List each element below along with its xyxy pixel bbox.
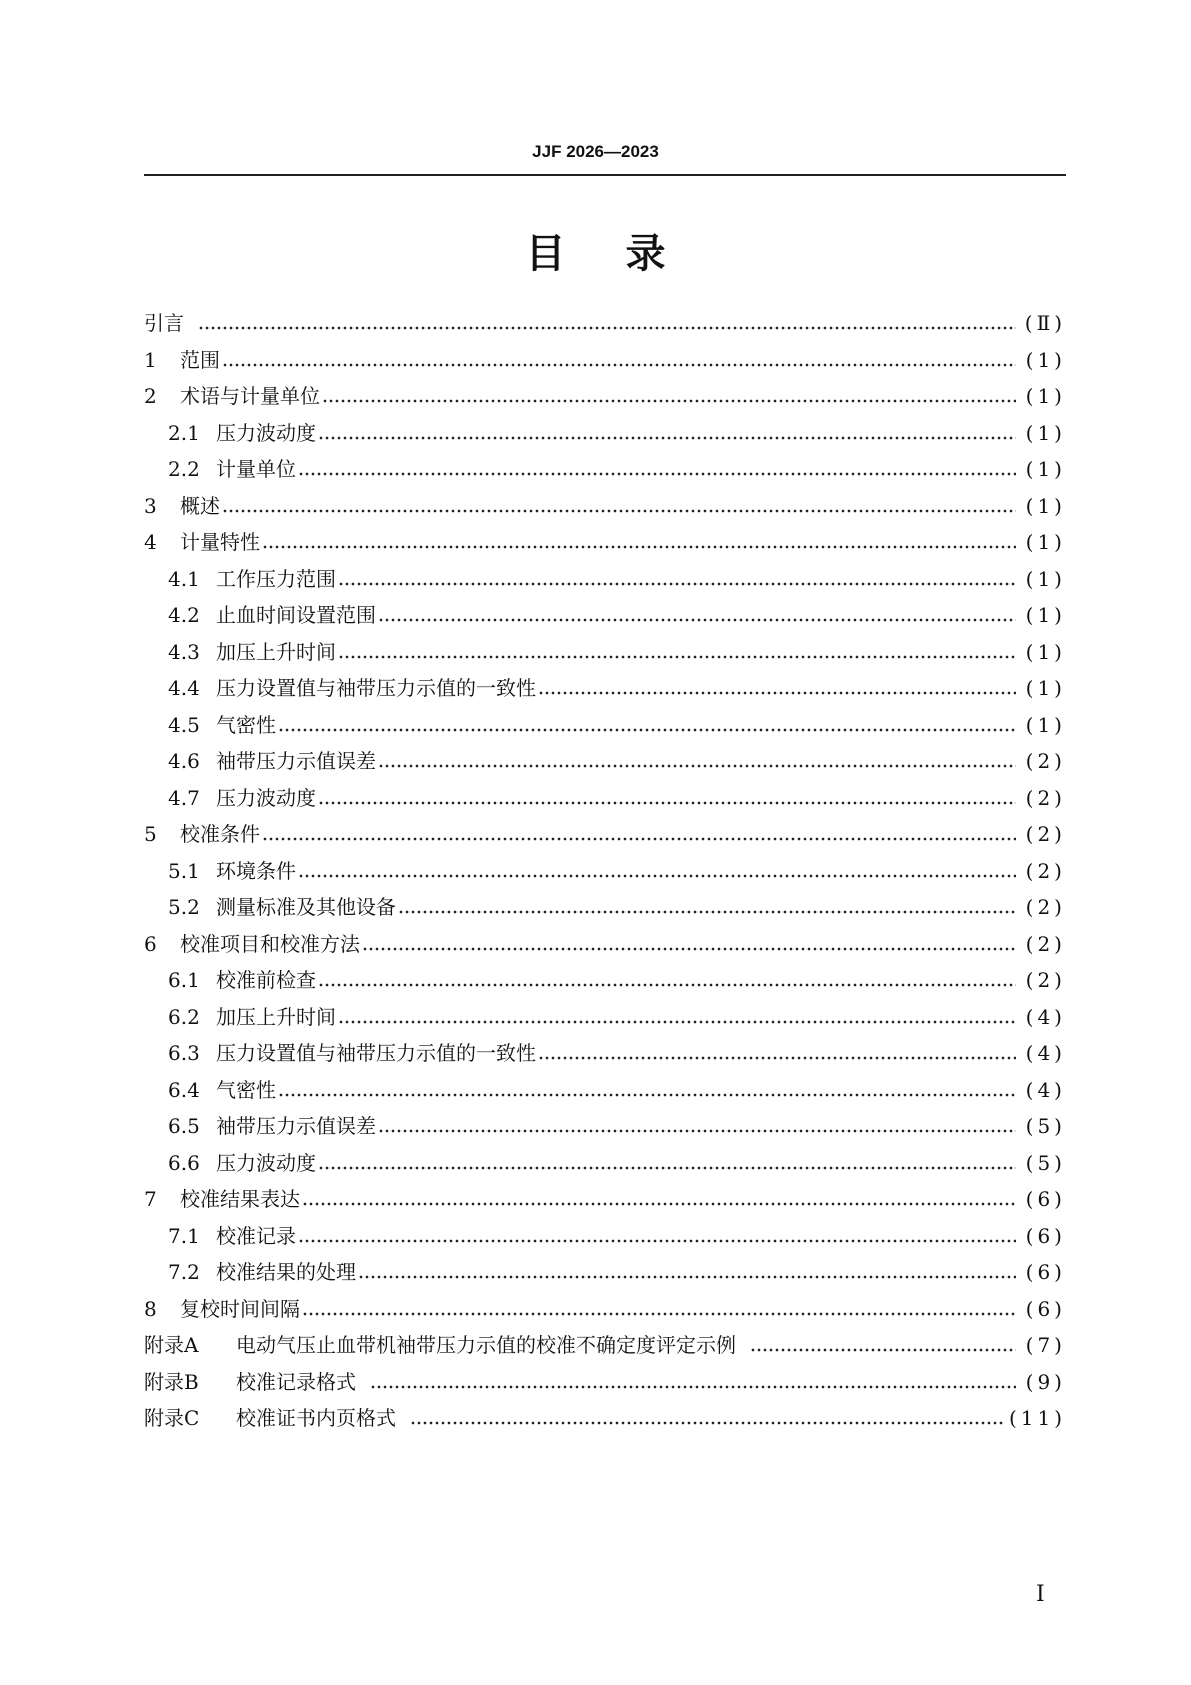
toc-entry-page: (6) bbox=[1025, 1187, 1066, 1211]
toc-entry-label: 加压上升时间 bbox=[216, 639, 336, 664]
toc-entry-number: 4.7 bbox=[168, 785, 200, 810]
toc-entry-page: (6) bbox=[1025, 1296, 1066, 1321]
dot-leader bbox=[378, 1129, 1016, 1133]
toc-entry[interactable] bbox=[144, 561, 1066, 598]
toc-entry-label: 校准证书内页格式 bbox=[236, 1406, 396, 1430]
toc-entry-page: (6) bbox=[1025, 1223, 1066, 1248]
dot-leader bbox=[278, 1093, 1016, 1097]
toc-entry[interactable] bbox=[144, 1108, 1066, 1145]
dot-leader bbox=[278, 728, 1016, 732]
toc-entry[interactable] bbox=[144, 305, 1066, 342]
toc-entry[interactable] bbox=[144, 999, 1066, 1036]
toc-entry-label: 校准记录 bbox=[216, 1223, 296, 1248]
dot-leader bbox=[358, 1275, 1016, 1279]
toc-entry[interactable] bbox=[144, 1291, 1066, 1328]
toc-entry-number: 5.2 bbox=[168, 895, 200, 919]
dot-leader bbox=[318, 1166, 1016, 1170]
dot-leader bbox=[362, 947, 1016, 951]
toc-entry[interactable] bbox=[144, 926, 1066, 963]
toc-entry[interactable] bbox=[144, 378, 1066, 415]
toc-entry-number: 附录B bbox=[144, 1369, 199, 1394]
toc-entry-page: (2) bbox=[1025, 858, 1066, 883]
toc-entry-page: (1) bbox=[1025, 493, 1066, 518]
toc-entry-number: 2 bbox=[144, 384, 157, 408]
toc-entry-number: 6.1 bbox=[168, 968, 200, 992]
toc-entry-label: 范围 bbox=[180, 347, 220, 372]
toc-entry-page: (4) bbox=[1025, 1004, 1066, 1029]
toc-entry-page: (1) bbox=[1025, 530, 1066, 554]
dot-leader bbox=[298, 472, 1016, 476]
dot-leader bbox=[222, 363, 1016, 367]
toc-entry-label: 校准记录格式 bbox=[236, 1369, 356, 1394]
toc-entry[interactable] bbox=[144, 488, 1066, 525]
page-title: 目录 bbox=[525, 231, 726, 277]
toc-entry[interactable] bbox=[144, 342, 1066, 379]
toc-entry-number: 5 bbox=[144, 822, 157, 846]
toc-entry-page: (2) bbox=[1025, 749, 1066, 773]
toc-entry-number: 4.2 bbox=[168, 603, 200, 627]
toc-entry-page: (1) bbox=[1025, 676, 1066, 700]
toc-entry-page: (1) bbox=[1025, 347, 1066, 372]
dot-leader bbox=[750, 1348, 1016, 1352]
toc-entry-number: 6.2 bbox=[168, 1004, 200, 1029]
toc-entry-page: (4) bbox=[1025, 1041, 1066, 1065]
document-code-header: JJF 2026—2023 bbox=[532, 142, 659, 161]
toc-entry-page: (1) bbox=[1025, 420, 1066, 445]
toc-entry-page: (1) bbox=[1025, 566, 1066, 591]
toc-entry[interactable] bbox=[144, 451, 1066, 488]
toc-entry-label: 引言 bbox=[144, 311, 184, 335]
toc-entry-number: 4 bbox=[144, 530, 157, 554]
toc-entry-page: (1) bbox=[1025, 457, 1066, 481]
toc-entry[interactable] bbox=[144, 707, 1066, 744]
toc-entry[interactable] bbox=[144, 1181, 1066, 1218]
dot-leader bbox=[338, 1020, 1016, 1024]
toc-entry[interactable] bbox=[144, 1254, 1066, 1291]
dot-leader bbox=[318, 801, 1016, 805]
dot-leader bbox=[322, 399, 1016, 403]
toc-entry[interactable] bbox=[144, 1218, 1066, 1255]
toc-entry-number: 6.6 bbox=[168, 1150, 200, 1175]
toc-entry-label: 压力波动度 bbox=[216, 420, 316, 445]
toc-entry-page: (Ⅱ) bbox=[1024, 311, 1066, 335]
toc-entry-page: (1) bbox=[1025, 384, 1066, 408]
toc-entry[interactable] bbox=[144, 1072, 1066, 1109]
toc-entry[interactable] bbox=[144, 1327, 1066, 1364]
toc-entry-number: 4.6 bbox=[168, 749, 200, 773]
dot-leader bbox=[338, 655, 1016, 659]
toc-entry-page: (7) bbox=[1025, 1333, 1066, 1357]
dot-leader bbox=[410, 1421, 1003, 1425]
dot-leader bbox=[198, 326, 1016, 330]
toc-entry[interactable] bbox=[144, 634, 1066, 671]
dot-leader bbox=[302, 1312, 1016, 1316]
toc-entry-label: 校准项目和校准方法 bbox=[180, 931, 360, 956]
toc-entry-page: (2) bbox=[1025, 968, 1066, 992]
toc-entry-label: 术语与计量单位 bbox=[180, 384, 320, 408]
toc-entry[interactable] bbox=[144, 670, 1066, 707]
toc-entry-page: (5) bbox=[1025, 1114, 1066, 1138]
toc-entry-label: 加压上升时间 bbox=[216, 1004, 336, 1029]
toc-entry-label: 校准前检查 bbox=[216, 968, 316, 992]
toc-entry[interactable] bbox=[144, 780, 1066, 817]
toc-entry[interactable] bbox=[144, 415, 1066, 452]
toc-entry[interactable] bbox=[144, 524, 1066, 561]
toc-entry-label: 压力设置值与袖带压力示值的一致性 bbox=[216, 676, 536, 700]
toc-entry-page: (6) bbox=[1025, 1260, 1066, 1284]
page-number: I bbox=[1036, 1582, 1045, 1607]
toc-entry-page: (11) bbox=[1008, 1406, 1066, 1430]
toc-entry-number: 6 bbox=[144, 931, 157, 956]
toc-entry-page: (1) bbox=[1025, 712, 1066, 737]
toc-entry-number: 4.5 bbox=[168, 712, 200, 737]
toc-entry-number: 1 bbox=[144, 347, 157, 372]
toc-entry-page: (2) bbox=[1025, 822, 1066, 846]
toc-entry-number: 7.2 bbox=[168, 1260, 200, 1284]
toc-entry-label: 气密性 bbox=[216, 712, 276, 737]
toc-entry-page: (1) bbox=[1025, 639, 1066, 664]
toc-entry-number: 附录A bbox=[144, 1333, 199, 1357]
toc-entry-page: (5) bbox=[1025, 1150, 1066, 1175]
toc-entry-label: 概述 bbox=[180, 493, 220, 518]
dot-leader bbox=[302, 1202, 1016, 1206]
toc-entry-page: (2) bbox=[1025, 931, 1066, 956]
toc-entry-number: 4.4 bbox=[168, 676, 200, 700]
dot-leader bbox=[338, 582, 1016, 586]
dot-leader bbox=[318, 983, 1016, 987]
dot-leader bbox=[398, 910, 1016, 914]
toc-entry-label: 工作压力范围 bbox=[216, 566, 336, 591]
toc-entry-label: 环境条件 bbox=[216, 858, 296, 883]
dot-leader bbox=[378, 618, 1016, 622]
toc-entry-number: 7 bbox=[144, 1187, 157, 1211]
toc-entry-label: 复校时间间隔 bbox=[180, 1296, 300, 1321]
toc-entry-number: 5.1 bbox=[168, 858, 200, 883]
dot-leader bbox=[262, 545, 1016, 549]
toc-entry-number: 8 bbox=[144, 1296, 157, 1321]
toc-entry[interactable] bbox=[144, 816, 1066, 853]
toc-entry[interactable] bbox=[144, 1364, 1066, 1401]
toc-entry-label: 校准结果表达 bbox=[180, 1187, 300, 1211]
toc-entry[interactable] bbox=[144, 743, 1066, 780]
dot-leader bbox=[538, 1056, 1016, 1060]
toc-entry-number: 2.1 bbox=[168, 420, 200, 445]
toc-entry-page: (9) bbox=[1025, 1369, 1066, 1394]
toc-entry-number: 6.3 bbox=[168, 1041, 200, 1065]
toc-entry-label: 计量单位 bbox=[216, 457, 296, 481]
toc-entry-label: 袖带压力示值误差 bbox=[216, 1114, 376, 1138]
toc-entry-label: 压力波动度 bbox=[216, 785, 316, 810]
toc-entry-page: (2) bbox=[1025, 895, 1066, 919]
toc-entry-number: 2.2 bbox=[168, 457, 200, 481]
toc-entry[interactable] bbox=[144, 1400, 1066, 1437]
dot-leader bbox=[538, 691, 1016, 695]
toc-entry-label: 袖带压力示值误差 bbox=[216, 749, 376, 773]
dot-leader bbox=[378, 764, 1016, 768]
toc-entry-label: 校准条件 bbox=[180, 822, 260, 846]
toc-entry[interactable] bbox=[144, 597, 1066, 634]
toc-entry-number: 6.5 bbox=[168, 1114, 200, 1138]
header-rule bbox=[144, 174, 1066, 176]
dot-leader bbox=[222, 509, 1016, 513]
toc-entry-label: 校准结果的处理 bbox=[216, 1260, 356, 1284]
toc-entry[interactable] bbox=[144, 962, 1066, 999]
toc-entry-label: 压力设置值与袖带压力示值的一致性 bbox=[216, 1041, 536, 1065]
toc-entry-label: 气密性 bbox=[216, 1077, 276, 1102]
table-of-contents bbox=[144, 305, 1066, 1437]
dot-leader bbox=[298, 874, 1016, 878]
toc-entry[interactable] bbox=[144, 853, 1066, 890]
toc-entry-number: 7.1 bbox=[168, 1223, 200, 1248]
toc-entry[interactable] bbox=[144, 1035, 1066, 1072]
toc-entry-number: 3 bbox=[144, 493, 157, 518]
toc-entry-number: 附录C bbox=[144, 1406, 200, 1430]
toc-entry-label: 电动气压止血带机袖带压力示值的校准不确定度评定示例 bbox=[236, 1333, 736, 1357]
dot-leader bbox=[262, 837, 1016, 841]
dot-leader bbox=[318, 436, 1016, 440]
dot-leader bbox=[370, 1385, 1016, 1389]
toc-entry-label: 测量标准及其他设备 bbox=[216, 895, 396, 919]
toc-entry-page: (2) bbox=[1025, 785, 1066, 810]
toc-entry-number: 4.3 bbox=[168, 639, 200, 664]
toc-entry-label: 计量特性 bbox=[180, 530, 260, 554]
toc-entry-number: 6.4 bbox=[168, 1077, 200, 1102]
toc-entry-page: (1) bbox=[1025, 603, 1066, 627]
toc-entry-page: (4) bbox=[1025, 1077, 1066, 1102]
toc-entry[interactable] bbox=[144, 1145, 1066, 1182]
toc-entry-label: 止血时间设置范围 bbox=[216, 603, 376, 627]
toc-entry-number: 4.1 bbox=[168, 566, 200, 591]
dot-leader bbox=[298, 1239, 1016, 1243]
toc-entry-label: 压力波动度 bbox=[216, 1150, 316, 1175]
toc-entry[interactable] bbox=[144, 889, 1066, 926]
